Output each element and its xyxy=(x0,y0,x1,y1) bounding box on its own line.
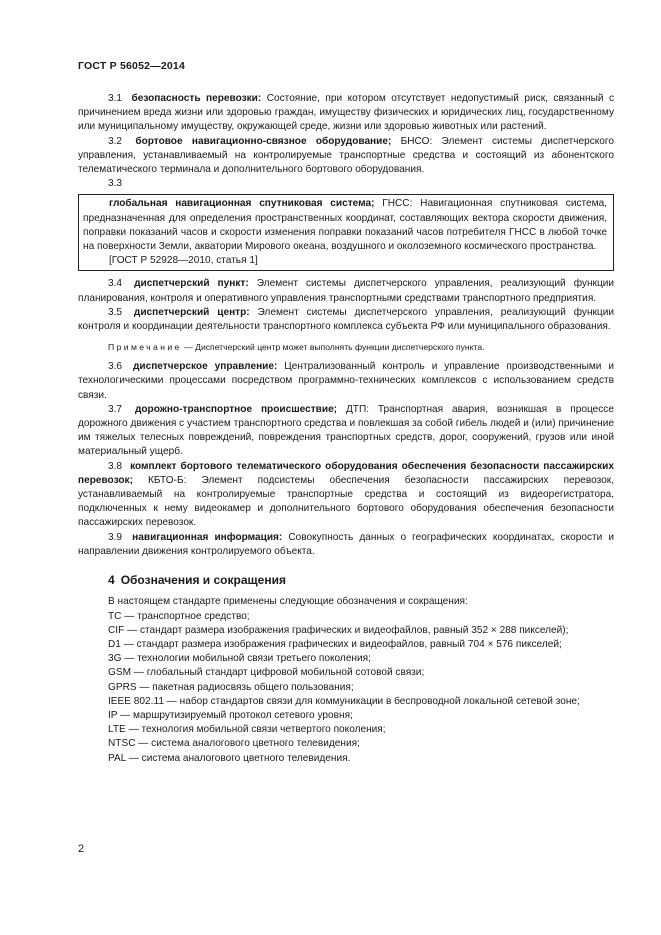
definition-3-4 xyxy=(78,277,614,305)
abbreviation-item: GSM — глобальный стандарт цифровой мобильной сотовой связи; xyxy=(108,667,425,679)
abbreviation-item: PAL — система аналогового цветного телевидения. xyxy=(108,752,351,764)
definition-text: Состояние, при котором отсутствует недопустимый риск, связанный с причинением вреда жизни или здоровью граждан, имуществу физических и юридических лиц, государственному или муниципальному имуществу, окружающей среде, жизни или здоровью животных или растений. xyxy=(78,93,614,133)
definition-number: 3.9 xyxy=(108,531,123,543)
definition-text: Централизованный контроль и управление производственными и технологическими процессами посредством программно-технических комплексов с использованием средств связи. xyxy=(78,361,615,401)
definition-number: 3.1 xyxy=(108,93,123,104)
definition-term: навигационная информация: xyxy=(132,531,283,543)
definition-3-7 xyxy=(78,403,614,460)
definition-number: 3.4 xyxy=(108,278,123,290)
quoted-definition-box xyxy=(78,194,614,271)
definition-term: бортовое навигационно-связное оборудование; xyxy=(135,135,392,147)
definition-number: 3.3 xyxy=(108,178,123,190)
definition-number: 3.5 xyxy=(108,306,123,318)
abbreviation-item: NTSC — система аналогового цветного телевидения; xyxy=(108,738,360,750)
definition-text: БНСО: Элемент системы диспетчерского управления, устанавливаемый на контролируемые транспортные средства и состоящий из абонентского телематического терминала и дополнительного бортового оборудования. xyxy=(78,135,614,176)
note-label: Примечание xyxy=(108,342,182,353)
abbreviation-item: D1 — стандарт размера изображения графических и видеофайлов, равный 704 × 576 пикселей; xyxy=(108,638,562,650)
definition-3-3 xyxy=(83,197,607,254)
definition-text: КБТО-Б: Элемент подсистемы обеспечения безопасности пассажирских перевозок, устанавливаемый на контролируемые транспортные средства и состоящий из видеорегистратора, подключенных к нему видеокамер и дополнительного бортового оборудования обеспечения безопасности пассажирских перевозок. xyxy=(78,474,614,529)
abbreviation-item: GPRS — пакетная радиосвязь общего пользования; xyxy=(108,681,354,693)
definition-text: Совокупность данных о географических координатах, скорости и направлении движения контролируемого объекта. xyxy=(78,531,614,557)
definition-text: ДТП: Транспортная авария, возникшая в процессе дорожного движения с участием транспортного средства и повлекшая за собой гибель людей и (или) причинение им тяжелых телесных повреждений, повреждения транспортных средств, дорог, сооружений, грузов или иной материальный ущерб. xyxy=(78,403,614,458)
note xyxy=(78,341,614,353)
standard-header: ГОСТ Р 56052—2014 xyxy=(78,60,186,72)
abbreviation-item: ТС — транспортное средство; xyxy=(108,610,250,622)
definition-term: комплект бортового телематического оборудования обеспечения безопасности пассажирских перевозок; xyxy=(78,460,614,486)
section-number: 4 xyxy=(108,573,115,588)
definition-3-9 xyxy=(78,531,614,559)
abbreviation-item: LTE — технология мобильной связи четвертого поколения; xyxy=(108,724,386,736)
section-intro: В настоящем стандарте применены следующие обозначения и сокращения: xyxy=(108,596,468,608)
definition-term: диспетчерский центр: xyxy=(133,306,250,318)
abbreviation-item: IP — маршрутизируемый протокол сетевого уровня; xyxy=(108,709,353,721)
definition-3-6 xyxy=(78,360,614,403)
page-number: 2 xyxy=(78,843,85,855)
note-text: — Диспетчерский центр может выполнять функции диспетчерского пункта. xyxy=(184,342,485,353)
definition-reference: [ГОСТ Р 52928—2010, статья 1] xyxy=(109,255,258,267)
definition-text: Элемент системы диспетчерского управления, реализующий функции планирования, контроля и оперативного управления транспортными средствами транспортного предприятия. xyxy=(78,278,615,304)
definition-term: дорожно-транспортное происшествие; xyxy=(134,403,338,415)
definition-3-5 xyxy=(78,306,614,334)
definition-number: 3.8 xyxy=(108,460,123,472)
definition-3-3-number xyxy=(78,177,614,191)
definition-term: глобальная навигационная спутниковая система; xyxy=(109,198,375,210)
abbreviation-item: 3G — технологии мобильной связи третьего поколения; xyxy=(108,653,371,665)
definition-3-1 xyxy=(78,92,614,135)
section-title: Обозначения и сокращения xyxy=(120,573,286,588)
definition-term: диспетчерский пункт: xyxy=(134,278,249,290)
definition-text: ГНСС: Навигационная спутниковая система, предназначенная для определения пространственных координат, составляющих вектора скорости движения, поправки показаний часов и скорости изменения поправки показаний часов потребителя ГНСС в любой точке на поверхности Земли, акватории Мирового океана, воздушного и околоземного космического пространства. xyxy=(83,198,607,253)
definition-term: безопасность перевозки: xyxy=(131,93,262,104)
section-heading xyxy=(78,573,614,587)
definition-number: 3.2 xyxy=(108,135,123,147)
definition-text: Элемент системы диспетчерского управления, реализующий функции контроля и координации деятельности транспортного комплекса субъекта РФ или муниципального образования. xyxy=(78,306,614,333)
definition-number: 3.7 xyxy=(108,403,123,415)
abbreviation-item: CIF — стандарт размера изображения графических и видеофайлов, равный 352 × 288 пикселей); xyxy=(108,624,569,636)
definition-number: 3.6 xyxy=(108,361,123,373)
document-body xyxy=(78,92,614,766)
definition-3-2 xyxy=(78,135,614,178)
definition-3-8 xyxy=(78,460,614,531)
abbreviation-item: IEEE 802.11 — набор стандартов связи для коммуникации в беспроводной локальной сетевой зоне; xyxy=(108,695,580,707)
definition-term: диспетчерское управление: xyxy=(132,361,278,373)
